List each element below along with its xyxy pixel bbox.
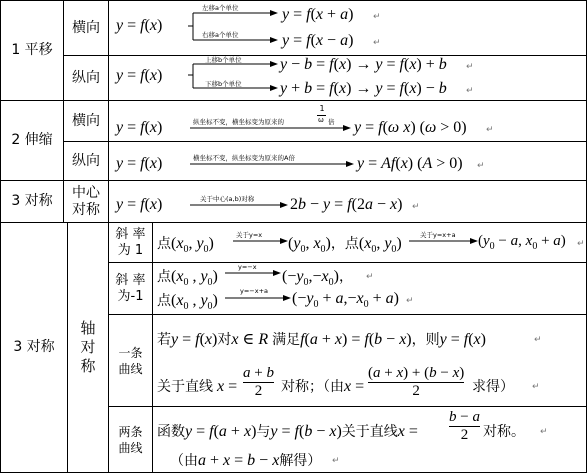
formula-translate-left: y = f(x + a) [282,6,354,23]
paragraph-mark: ↵ [373,12,381,22]
formula-slope-neg1-b: $(-y_0,-x_0)$， [282,268,353,289]
label-stretch-h: 纵坐标不变，横坐标变为原来的 [193,118,284,126]
label-left-shift: 左移a个单位 [202,4,239,12]
category-axis-symmetry: 3 对称 [13,339,55,355]
label-y-eq-x-plus-a: 关于y=x+a [420,231,456,239]
paragraph-mark: ↵ [534,335,542,345]
formula-stretch-h-source: y = f(x) [116,119,163,136]
about-line-label: 关于直线 x = [157,378,238,395]
subhead-slope-neg1: 斜 率 为-1 [115,272,146,304]
paragraph-mark: ↵ [406,296,414,306]
for-label: 对 [217,332,232,348]
paragraph-mark: ↵ [486,125,494,135]
category-stretch: 2 伸缩 [11,132,53,148]
fraction-b-minus-a-over-2: b − a 2 [449,409,480,443]
paragraph-mark: ↵ [477,161,485,171]
subhead-horizontal: 横向 [72,19,100,36]
formula-slope-neg1-c: 点($x_0$ , $y_0$) [157,292,218,313]
two-curves-sym-end: 对称。 [483,424,525,440]
label-down-shift: 下移b个单位 [205,80,242,88]
label-stretch-h-den: ω [318,116,324,124]
paragraph-mark: ↵ [540,427,548,437]
paragraph-mark: ↵ [532,382,540,392]
label-up-shift: 上移b个单位 [205,56,242,64]
subhead-one-curve: 一条 曲线 [118,345,143,376]
subhead-slope-1: 斜 率 为 1 [115,226,146,258]
one-curve-symmetric-text: 对称；（由x = [281,378,365,395]
point-label: 点 [157,269,171,285]
fraction-sum-over-2: (a + x) + (b − x) 2 [368,365,465,399]
func-label: 函数 [157,424,185,440]
paragraph-mark: ↵ [466,62,474,72]
formula-translate-right: y = f(x − a) [282,32,354,49]
label-stretch-v: 横坐标不变，纵坐标变为原来的A倍 [193,154,295,162]
label-stretch-h-num: 1 [319,104,325,113]
formula-center-result: 2b − y = f(2a − x) [290,196,403,213]
formula-translate-v-source: y = f(x) [116,67,163,84]
and-label: 与 [256,424,271,440]
satisfy-label: 满足 [272,332,301,348]
formula-center-source: y = f(x) [116,196,163,213]
point-label: 点 [157,236,171,252]
paragraph-mark: ↵ [366,272,374,282]
fraction-a-plus-b-over-2: a + b 2 [243,365,274,399]
subhead-two-curves: 两条 曲线 [118,424,143,455]
formula-slope1-a: 点($x_0$, $y_0$) [157,235,214,256]
formula-translate-up: y − b = f(x) → y = f(x) + b [280,56,447,73]
label-right-shift: 右移a个单位 [202,31,239,39]
formula-two-curves-solve: （由a + x = b − x解得） [170,452,322,469]
label-y-eq-x: 关于y=x [236,231,263,239]
formula-translate-down: y + b = f(x) → y = f(x) − b [280,80,447,97]
formula-stretch-v-result: y = Af(x) (A > 0) [357,155,463,172]
if-label: 若 [157,332,171,348]
paragraph-mark: ↵ [577,239,585,249]
formula-translate-h-source: y = f(x) [116,17,163,34]
subhead-horizontal-2: 横向 [72,112,100,129]
formula-stretch-h-result: y = f(ω x) (ω > 0) [354,119,467,136]
formula-slope-neg1-a: 点($x_0$ , $y_0$) [157,268,218,289]
formula-two-curves: 函数y = f(a + x)与y = f(b − x)关于直线x = [157,423,418,440]
then-label: ，则 [411,332,440,348]
formula-stretch-v-source: y = f(x) [116,155,163,172]
subhead-axis: 轴 对 称 [80,319,96,375]
category-translation: 1 平移 [11,42,53,58]
about-line-label-2: 关于直线 [341,424,398,440]
comma: ， [338,269,353,285]
subhead-vertical: 纵向 [72,69,100,86]
point-label: 点 [344,236,359,252]
paragraph-mark: ↵ [412,202,420,212]
formula-slope1-b: ($y_0$, $x_0$)，点($x_0$, $y_0$) [288,235,402,256]
paragraph-mark: ↵ [466,86,474,96]
paragraph-mark: ↵ [332,456,340,466]
label-y-eq-neg-x-a: y=−x+a [240,287,269,295]
formula-one-curve-condition: 若y = f(x)对x ∈ R 满足f(a + x) = f(b − x)，则y = f(x) [157,331,486,348]
comma: ， [330,236,345,252]
one-curve-get-text: 求得） [472,379,514,395]
subhead-vertical-2: 纵向 [72,152,100,169]
label-y-eq-neg-x: y=−x [238,263,257,271]
formula-slope1-c: ($y_0 - a$, $x_0 + a$) [478,233,566,252]
point-label: 点 [157,293,171,309]
label-stretch-h-tail: 倍 [328,118,335,126]
category-center-symmetry: 3 对称 [11,193,53,209]
label-center-sym: 关于中心(a,b)对称 [200,195,255,203]
formula-slope-neg1-d: $(-y_0 + a,-x_0 + a)$ [292,290,399,311]
paragraph-mark: ↵ [373,38,381,48]
subhead-center: 中心 对称 [72,184,100,218]
